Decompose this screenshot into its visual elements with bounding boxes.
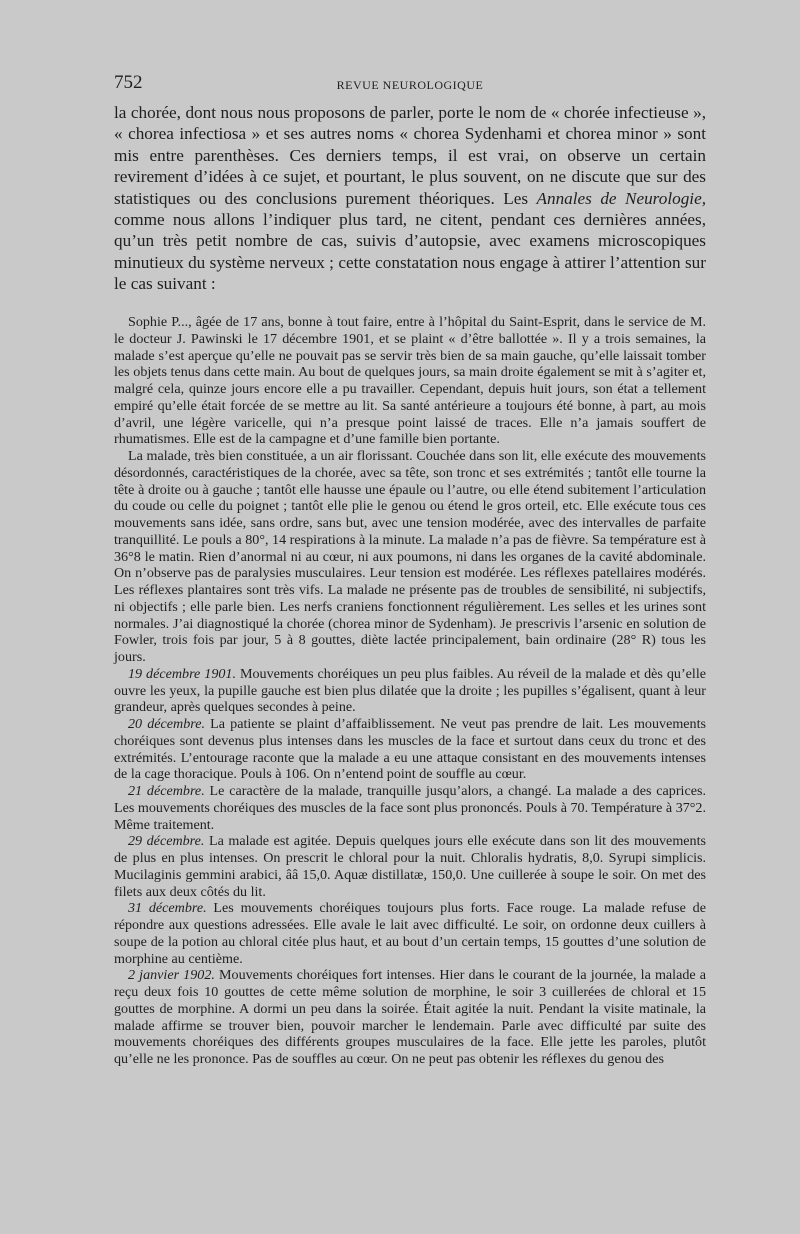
entry-date: 20 décembre. — [128, 716, 206, 732]
entry-date: 21 décembre. — [128, 783, 205, 799]
entry-paragraph: 2 janvier 1902. Mouvements choréiques fort intenses. Hier dans le courant de la journée, la malade a reçu deux fois 10 gouttes de cette même solution de morphine, le soir 3 cuillerées de chloral et 15 gouttes de morphine. A dormi un peu dans la soirée. Était agitée la nuit. Pendant la visite matinale, la malade affirme se trouver bien, pouvoir marcher le lendemain. Parle avec difficulté par suite des mouvements choréiques des différents groupes musculaires de la face. Elle jette les paroles, plutôt qu’elle ne les prononce. Pas de souffles au cœur. On ne peut pas obtenir les réflexes du genou des — [114, 967, 706, 1067]
entry-date: 2 janvier 1902. — [128, 967, 215, 984]
entry-paragraph: 19 décembre 1901. Mouvements choréiques un peu plus faibles. Au réveil de la malade et dès qu’elle ouvre les yeux, la pupille gauche est bien plus dilatée que la droite ; les pupilles s’égalisent, quant à leur grandeur, après quelques secondes à peine. — [114, 665, 706, 716]
entry-paragraph: 21 décembre. Le caractère de la malade, tranquille jusqu’alors, a changé. La malade a des caprices. Les mouvements choréiques des muscles de la face sont plus prononcés. Pouls à 70. Température à 37°2. Même traitement. — [114, 783, 706, 833]
journal-citation: Annales de Neurologie, — [536, 188, 706, 208]
entry-paragraph: 20 décembre. La patiente se plaint d’affaiblissement. Ne veut pas prendre de lait. Les mouvements choréiques sont devenus plus intenses dans les muscles de la face et surtout dans ceux du tronc et des extrémités. L’entourage raconte que la malade a eu une attaque consistant en des mouvements intenses de la cage thoracique. Pouls à 106. On n’entend point de souffle au cœur. — [114, 716, 706, 783]
entry-date: 31 décembre. — [128, 900, 207, 917]
examination-paragraph: La malade, très bien constituée, a un air florissant. Couchée dans son lit, elle exécute des mouvements désordonnés, caractéristiques de la chorée, avec sa tête, son tronc et ses extrémités ; tantôt elle tourne la tête à droite ou à gauche ; tantôt elle hausse une épaule ou l’autre, ou elle étend subitement l’articulation du coude ou celle du poignet ; tantôt elle plie le genou ou étend le gros orteil, etc. Elle exécute tous ces mouvements sans idée, sans ordre, sans but, avec une tension modérée, avec des intervalles de parfaite tranquillité. Le pouls a 80°, 14 respirations à la minute. La malade n’a pas de fièvre. Sa température est à 36°8 le matin. Rien d’anormal ni au cœur, ni aux poumons, ni dans les organes de la cavité abdominale. On n’observe pas de paralysies musculaires. Leur tension est modérée. Les réflexes patellaires modérés. Les réflexes plantaires sont très vifs. La malade ne présente pas de troubles de sensibilité, ni subjectifs, ni objectifs ; elle parle bien. Les nerfs craniens fonctionnent régulièrement. Les selles et les urines sont normales. J’ai diagnostiqué la chorée (chorea minor de Sydenham). Je prescrivis l’arsenic en solution de Fowler, trois fois par jour, 5 à 8 gouttes, diète lactée principalement, bain ordinaire (28° R) tous les jours. — [114, 448, 706, 665]
case-history-paragraph: Sophie P..., âgée de 17 ans, bonne à tout faire, entre à l’hôpital du Saint-Esprit, dans le service de M. le docteur J. Pawinski le 17 décembre 1901, et se plaint « d’être ballottée ». Il y a trois semaines, la malade s’est aperçue qu’elle ne pouvait pas se servir très bien de sa main gauche, qu’elle laissait tomber les objets tenus dans cette main. Au bout de quelques jours, sa main droite également se mit à s’agiter et, malgré cela, quinze jours encore elle a pu travailler. Cependant, depuis huit jours, son état a tellement empiré qu’elle était forcée de se mettre au lit. Sa santé antérieure a toujours été bonne, à part, au mois d’avril, une légère varicelle, qui n’a presque point laissé de traces. Elle n’a jamais souffert de rhumatismes. Elle est de la campagne et d’une famille bien portante. — [114, 314, 706, 448]
entry-paragraph: 29 décembre. La malade est agitée. Depuis quelques jours elle exécute dans son lit des mouvements de plus en plus intenses. On prescrit le chloral pour la nuit. Chloralis hydratis, 8,0. Syrupi simplicis. Mucilaginis gemmini arabici, ââ 15,0. Aquæ distillatæ, 150,0. Une cuillerée à soupe le soir. On met des filets aux deux côtés du lit. — [114, 833, 706, 900]
page-header — [114, 72, 706, 96]
page-number: 752 — [114, 72, 143, 93]
running-title: REVUE NEUROLOGIQUE — [336, 78, 484, 92]
intro-paragraph — [114, 102, 706, 295]
case-report — [114, 314, 706, 1068]
entry-date: 19 décembre 1901. — [128, 665, 236, 682]
intro-text: la chorée, dont nous nous proposons de parler, porte le nom de « chorée infectieuse », « chorea infectiosa » et ses autres noms « chorea Sydenhami et chorea minor » sont mis entre parenthèses. Ces derniers temps, il est vrai, on observe un certain revirement d’idées à ce sujet, et pourtant, le plus souvent, on ne discute que sur des statistiques ou des conclusions purement théoriques. Les Annales de Neurologie, comme nous allons l’indiquer plus tard, ne citent, pendant ces dernières années, qu’un très petit nombre de cas, suivis d’autopsie, avec examens microscopiques minutieux du système nerveux ; cette constatation nous engage à attirer l’attention sur le cas suivant : — [114, 103, 706, 294]
entry-date: 29 décembre. — [128, 833, 205, 850]
entry-paragraph: 31 décembre. Les mouvements choréiques toujours plus forts. Face rouge. La malade refuse de répondre aux questions adressées. Elle avale le lait avec difficulté. Le soir, on ordonne deux cuillers à soupe de la potion au chloral citée plus haut, et au bout d’un certain temps, 15 gouttes d’une solution de morphine au centième. — [114, 900, 706, 967]
